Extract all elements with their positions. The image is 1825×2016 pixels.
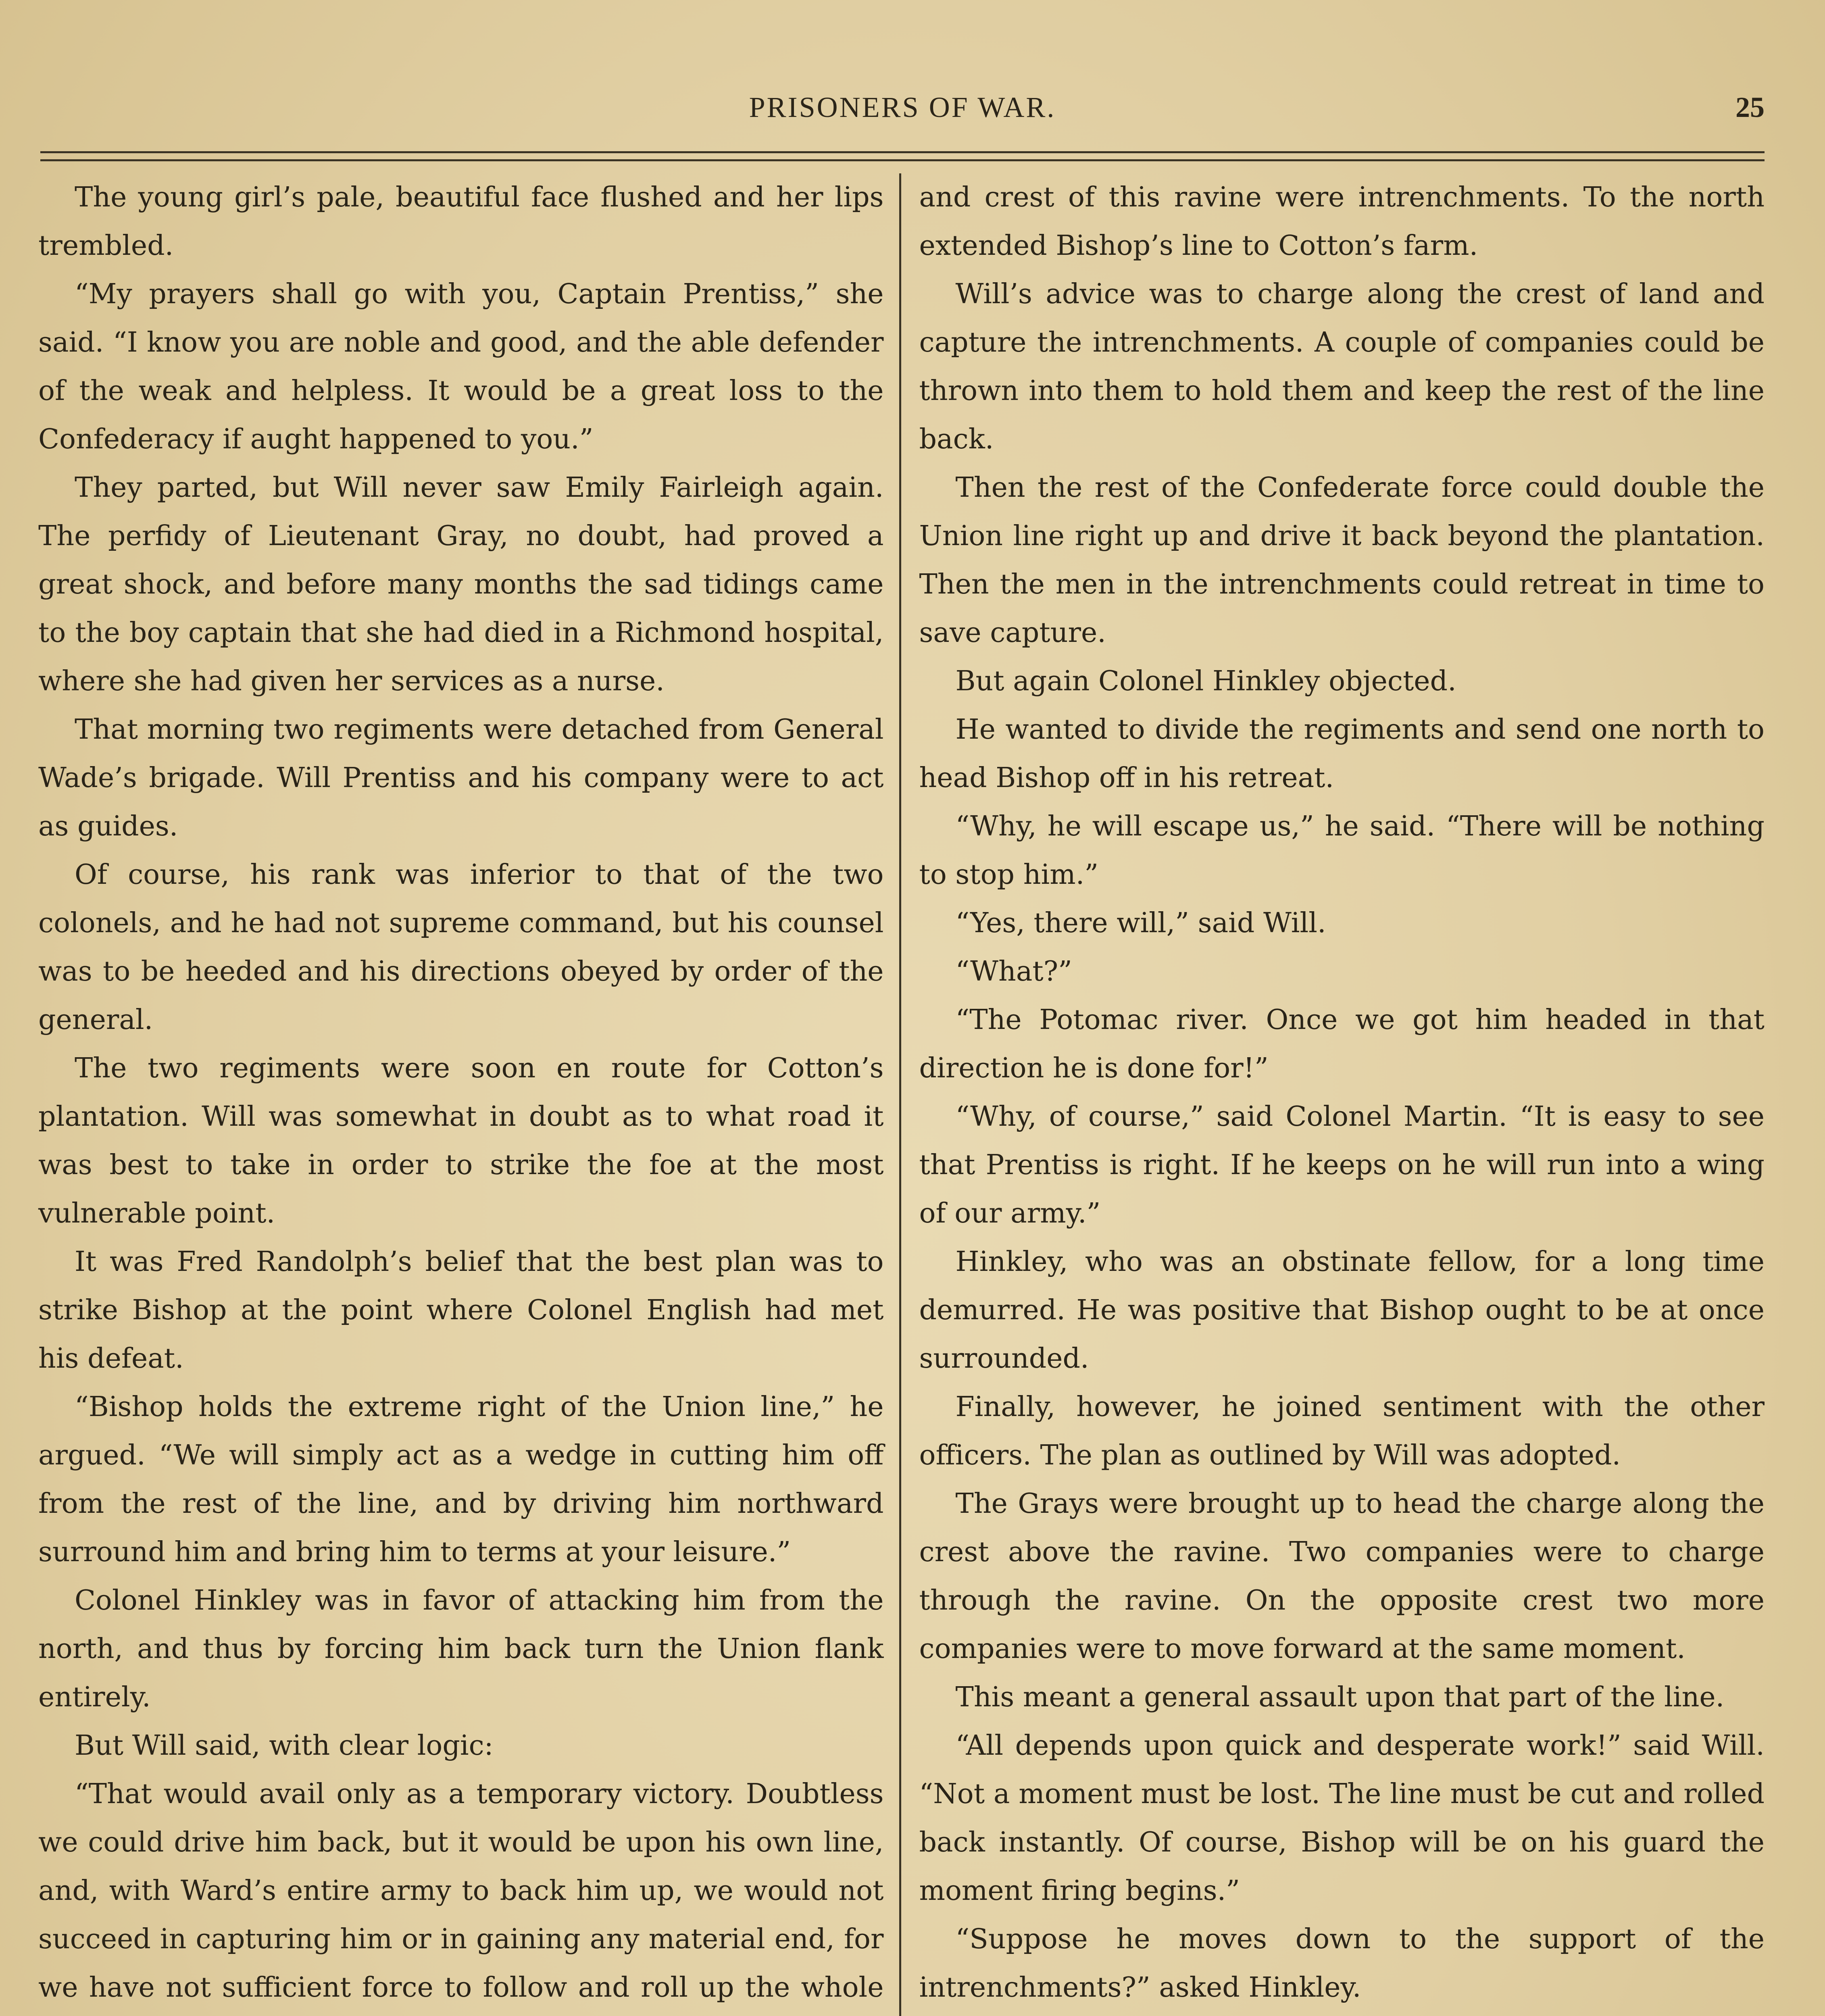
paragraph: The Grays were brought up to head the charge along the crest above the ravine. Two companies were to charge through the ravine. On the opposite crest two more companies were to move forward at the same moment. xyxy=(919,1488,1765,1665)
paragraph: “That would avail only as a temporary victory. Doubtless we could drive him back, but it would be upon his own line, and, with Ward’s entire army to back him up, we would not succeed in capturing him or in gaining any material end, for we have not sufficient force to follow and roll up the whole xyxy=(38,1778,884,2004)
paragraph: They parted, but Will never saw Emily Fairleigh again. The perfidy of Lieutenant Gray, no doubt, had proved a great shock, and before many months the sad tidings came to the boy captain that she had died in a Richmond hospital, where she had given her services as a nurse. xyxy=(38,472,884,697)
paragraph: The young girl’s pale, beautiful face flushed and her lips trembled. xyxy=(38,181,884,262)
paragraph: The two regiments were soon en route for Cotton’s plantation. Will was somewhat in doubt as to what road it was best to take in order to strike the foe at the most vulnerable point. xyxy=(38,1052,884,1229)
page-number: 25 xyxy=(1735,91,1765,123)
page-header xyxy=(40,87,1765,143)
paragraph: “Suppose he moves down to the support of the intrenchments?” asked Hinkley. xyxy=(919,1923,1765,2004)
paragraph: But Will said, with clear logic: xyxy=(75,1730,494,1762)
paragraph: “My prayers shall go with you, Captain Prentiss,” she said. “I know you are noble and good, and the able defender of the weak and helpless. It would be a great loss to the Confederacy if aught happened to you.” xyxy=(38,278,884,455)
paragraph: Colonel Hinkley was in favor of attacking him from the north, and thus by forcing him back turn the Union flank entirely. xyxy=(38,1585,884,1713)
paragraph: This meant a general assault upon that part of the line. xyxy=(955,1681,1725,1713)
paragraph: “Why, he will escape us,” he said. “There will be nothing to stop him.” xyxy=(919,810,1765,891)
paragraph: Finally, however, he joined sentiment with the other officers. The plan as outlined by Will was adopted. xyxy=(919,1391,1765,1471)
paragraph: But again Colonel Hinkley objected. xyxy=(955,665,1456,697)
paragraph: and crest of this ravine were intrenchments. To the north extended Bishop’s line to Cotton’s farm. xyxy=(919,181,1765,262)
paragraph: Hinkley, who was an obstinate fellow, for a long time demurred. He was positive that Bishop ought to be at once surrounded. xyxy=(919,1246,1765,1375)
running-title: PRISONERS OF WAR. xyxy=(749,91,1056,123)
header-rule-top xyxy=(40,151,1765,153)
paragraph: “All depends upon quick and desperate work!” said Will. “Not a moment must be lost. The line must be cut and rolled back instantly. Of course, Bishop will be on his guard the moment firing begins.” xyxy=(919,1730,1765,1907)
paragraph: That morning two regiments were detached from General Wade’s brigade. Will Prentiss and his company were to act as guides. xyxy=(38,714,884,842)
paragraph: Will’s advice was to charge along the crest of land and capture the intrenchments. A couple of companies could be thrown into them to hold them and keep the rest of the line back. xyxy=(919,278,1765,455)
text-columns xyxy=(28,173,1765,2016)
paragraph: “Yes, there will,” said Will. xyxy=(955,907,1326,939)
paragraph: “Bishop holds the extreme right of the Union line,” he argued. “We will simply act as a wedge in cutting him off from the rest of the line, and by driving him northward surround him and bring him to terms at your leisure.” xyxy=(38,1391,884,1568)
paragraph: Then the rest of the Confederate force could double the Union line right up and drive it back beyond the plantation. Then the men in the intrenchments could retreat in time to save capture. xyxy=(919,472,1765,649)
header-rule-bottom xyxy=(40,159,1765,161)
right-column xyxy=(901,173,1765,2016)
paragraph: It was Fred Randolph’s belief that the best plan was to strike Bishop at the point where Colonel English had met his defeat. xyxy=(38,1246,884,1375)
left-column xyxy=(28,173,899,2016)
paragraph xyxy=(919,2012,1765,2016)
paragraph: “What?” xyxy=(955,956,1072,987)
paragraph: “The Potomac river. Once we got him headed in that direction he is done for!” xyxy=(919,1004,1765,1084)
paragraph: “Why, of course,” said Colonel Martin. “It is easy to see that Prentiss is right. If he keeps on he will run into a wing of our army.” xyxy=(919,1101,1765,1229)
paragraph: He wanted to divide the regiments and send one north to head Bishop off in his retreat. xyxy=(919,714,1765,794)
paragraph: Of course, his rank was inferior to that of the two colonels, and he had not supreme command, but his counsel was to be heeded and his directions obeyed by order of the general. xyxy=(38,859,884,1036)
